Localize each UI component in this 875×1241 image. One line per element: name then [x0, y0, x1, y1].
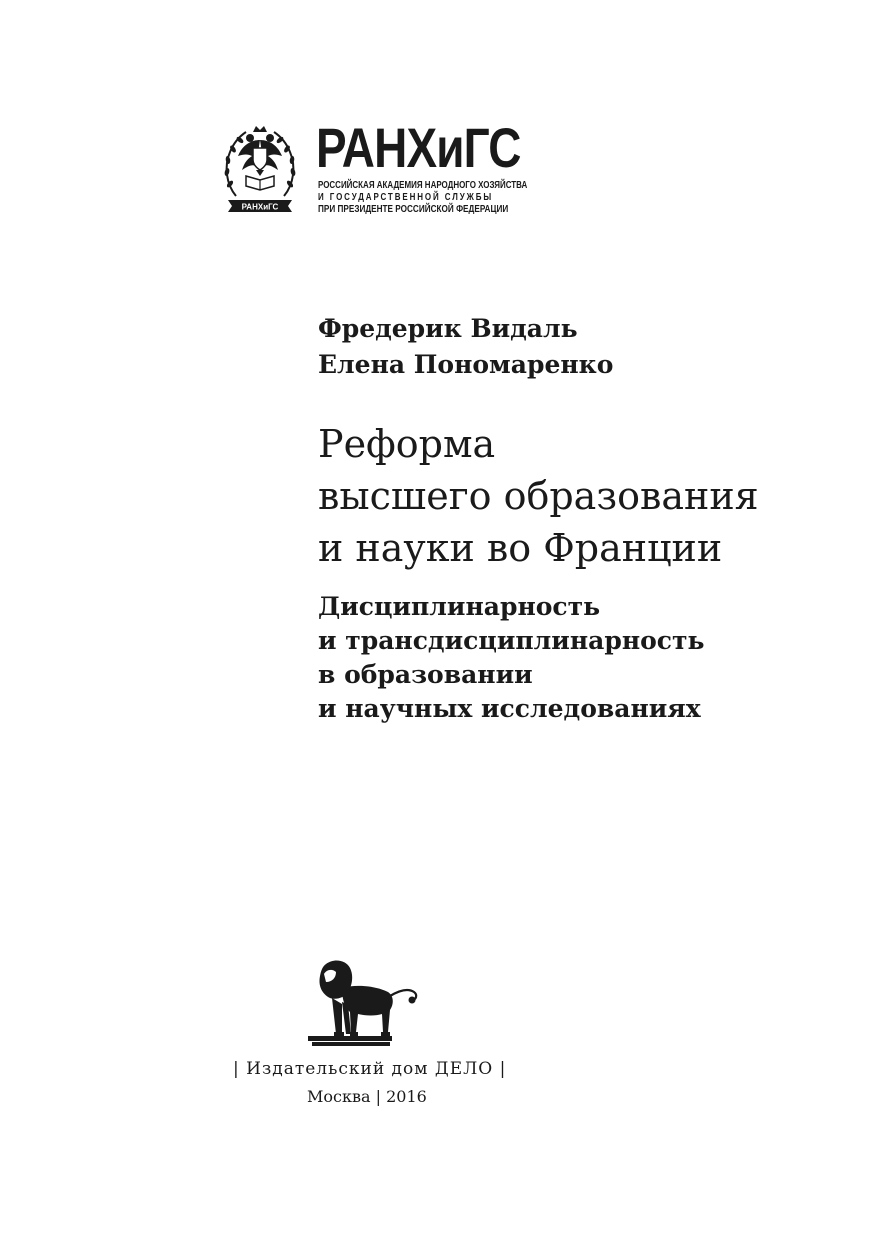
author-name: Фредерик Видаль [318, 314, 578, 343]
book-title-line: Реформа [318, 422, 496, 466]
book-title-line: высшего образования [318, 474, 759, 518]
double-headed-eagle-emblem-icon [222, 122, 298, 216]
book-subtitle-line: в образовании [318, 660, 533, 689]
book-title-line: и науки во Франции [318, 526, 723, 570]
logo-subtitle-line-2: И ГОСУДАРСТВЕННОЙ СЛУЖБЫ [318, 191, 494, 203]
logo-subtitle-line-3: ПРИ ПРЕЗИДЕНТЕ РОССИЙСКОЙ ФЕДЕРАЦИИ [318, 203, 509, 215]
publisher-name: | Издательский дом ДЕЛО | [233, 1059, 507, 1079]
publication-city-year: Москва | 2016 [307, 1087, 427, 1106]
book-subtitle-line: Дисциплинарность [318, 592, 601, 621]
lion-on-books-icon [306, 958, 428, 1050]
book-title [318, 418, 759, 574]
emblem-ribbon-text: РАНХиГС [241, 202, 279, 212]
logo-title: РАНХиГС [316, 116, 521, 179]
book-subtitle-line: и научных исследованиях [318, 694, 701, 723]
logo-subtitle-line-1: РОССИЙСКАЯ АКАДЕМИЯ НАРОДНОГО ХОЗЯЙСТВА [318, 179, 528, 191]
book-subtitle [318, 590, 704, 726]
book-subtitle-line: и трансдисциплинарность [318, 626, 705, 655]
author-name: Елена Пономаренко [318, 350, 614, 379]
